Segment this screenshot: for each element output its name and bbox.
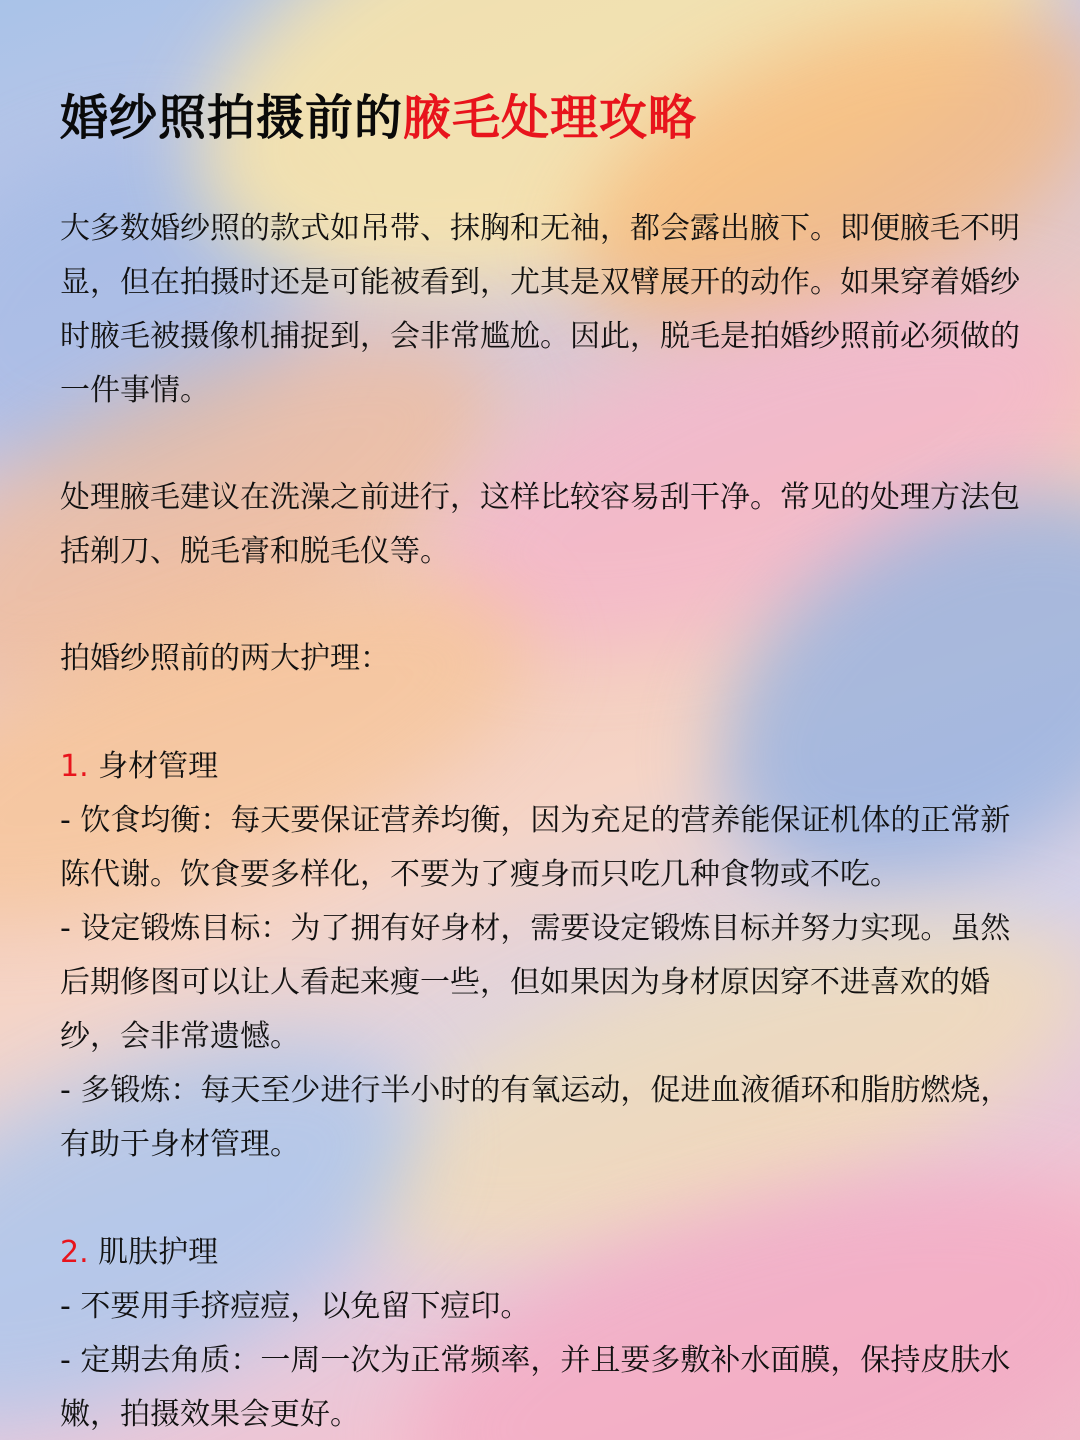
title-highlight: 腋毛处理攻略 [403, 90, 698, 146]
section-number: 2. [60, 1235, 89, 1270]
method-paragraph: 处理腋毛建议在洗澡之前进行，这样比较容易刮干净。常见的处理方法包括剃刀、脱毛膏和脱毛仪等。 [60, 480, 1020, 569]
intro-paragraph: 大多数婚纱照的款式如吊带、抹胸和无袖，都会露出腋下。即便腋毛不明显，但在拍摄时还是可能被看到，尤其是双臂展开的动作。如果穿着婚纱时腋毛被摄像机捕捉到，会非常尴尬。因此，脱毛是拍婚纱照前必须做的一件事情。 [60, 211, 1020, 408]
section-title: 肌肤护理 [98, 1235, 219, 1270]
section-skin-care [60, 1226, 1020, 1442]
list-item: - 多锻炼：每天至少进行半小时的有氧运动，促进血液循环和脂肪燃烧，有助于身材管理。 [60, 1073, 1011, 1162]
list-item: - 不要用手挤痘痘，以免留下痘印。 [60, 1289, 531, 1324]
article [60, 86, 1020, 1442]
section-number: 1. [60, 749, 89, 784]
section-body-management [60, 740, 1020, 1172]
page-title [60, 86, 1020, 150]
section-heading [60, 1226, 1020, 1280]
list-item: - 定期去角质：一周一次为正常频率，并且要多敷补水面膜，保持皮肤水嫩，拍摄效果会更好。 [60, 1343, 1011, 1432]
section-heading [60, 740, 1020, 794]
list-item: - 设定锻炼目标：为了拥有好身材，需要设定锻炼目标并努力实现。虽然后期修图可以让人看起来瘦一些，但如果因为身材原因穿不进喜欢的婚纱，会非常遗憾。 [60, 911, 1011, 1054]
list-item: - 饮食均衡：每天要保证营养均衡，因为充足的营养能保证机体的正常新陈代谢。饮食要多样化，不要为了瘦身而只吃几种食物或不吃。 [60, 803, 1011, 892]
title-main: 婚纱照拍摄前的 [60, 90, 404, 146]
section-title: 身材管理 [98, 749, 219, 784]
care-heading: 拍婚纱照前的两大护理： [60, 641, 390, 676]
